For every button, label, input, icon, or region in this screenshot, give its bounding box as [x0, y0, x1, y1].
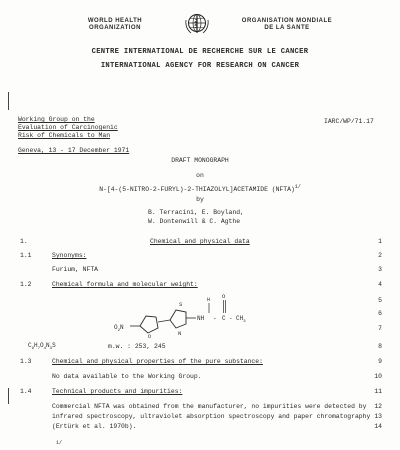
line-number: 5	[378, 297, 382, 304]
line-number: 1	[378, 238, 382, 245]
line-number: 4	[378, 281, 382, 288]
who-emblem-icon	[184, 12, 210, 36]
footnote-mark: 1/	[294, 184, 301, 190]
section-title: Chemical formula and molecular weight:	[52, 281, 198, 288]
section-title: Chemical and physical properties of the pure substance:	[52, 358, 263, 365]
working-group-line: Working Group on the	[18, 116, 95, 123]
formula-s: S	[179, 301, 183, 308]
formula-nitro: $O_2N$	[114, 324, 124, 333]
margin-mark	[8, 92, 9, 110]
authors-line: W. Dontenwill & C. Agthe	[148, 218, 241, 225]
formula-c: C	[222, 315, 226, 322]
section-title: Technical products and impurities:	[52, 388, 183, 395]
line-number: 10	[374, 373, 382, 380]
centre-name-fr: CENTRE INTERNATIONAL DE RECHERCHE SUR LE CANCER	[91, 48, 309, 56]
section-number: 1.2	[20, 281, 32, 288]
centre-name-en: INTERNATIONAL AGENCY FOR RESEARCH ON CANCER	[100, 62, 300, 70]
svg-text:-: -	[213, 315, 217, 322]
formula-carbonyl-o: O	[222, 293, 226, 300]
line-number: 6	[378, 310, 382, 317]
authors-line: B. Terracini, E. Boyland,	[148, 209, 244, 216]
footnote-mark: 1/	[56, 440, 63, 446]
formula-ring-o: O	[148, 334, 152, 340]
formula-n: N	[178, 330, 182, 337]
line-number: 13	[374, 413, 382, 420]
furan-ring	[140, 316, 158, 333]
section-body: No data available to the Working Group.	[52, 373, 202, 380]
org-name-en: WORLD HEALTH ORGANIZATION	[87, 18, 143, 31]
line-number: 8	[378, 343, 382, 350]
section-body: Furium, NFTA	[52, 266, 99, 273]
line-number: 11	[374, 388, 382, 395]
formula-h: H	[207, 297, 211, 303]
formula-ch3: $CH_3$	[236, 315, 246, 324]
molecular-formula: $C_9H_7O_4N_3S$	[28, 342, 56, 352]
by-label: by	[196, 196, 204, 203]
line-number: 12	[374, 403, 382, 410]
section-body: (Ertürk et al. 1970b).	[52, 423, 137, 430]
line-number: 9	[378, 358, 382, 365]
meeting-dates: Geneva, 13 - 17 December 1971	[18, 147, 130, 154]
section-body: Commercial NFTA was obtained from the manufacturer, no impurities were detected by	[52, 403, 367, 410]
formula-nh: NH	[197, 315, 205, 322]
compound-title: N-[4-(5-NITRO-2-FURYL)-2-THIAZOLYL]ACETAMIDE (NFTA)$^{1/}$	[99, 184, 301, 194]
section-title: Synonyms:	[52, 252, 87, 259]
working-group-line: Evaluation of Carcinogenic	[18, 124, 118, 131]
org-name-fr: ORGANISATION MONDIALE DE LA SANTE	[241, 18, 333, 31]
document-reference: IARC/WP/71.17	[324, 118, 374, 125]
line-number: 14	[374, 423, 382, 430]
molecular-weight: m.w. : 253, 245	[108, 343, 166, 350]
section-number: 1.1	[20, 252, 32, 259]
thiazole-ring	[170, 310, 186, 328]
section-title: Chemical and physical data	[150, 238, 250, 245]
svg-text:-: -	[229, 315, 233, 322]
section-number: 1.	[20, 238, 28, 245]
line-number: 7	[378, 325, 382, 332]
section-body: infrared spectroscopy, ultraviolet absorption spectroscopy and paper chromatography	[52, 413, 371, 420]
section-number: 1.4	[20, 388, 32, 395]
line-number: 3	[378, 266, 382, 273]
line-number: 2	[378, 252, 382, 259]
draft-label: DRAFT MONOGRAPH	[171, 157, 229, 164]
on-label: on	[196, 172, 204, 179]
section-number: 1.3	[20, 358, 32, 365]
structural-formula	[110, 290, 270, 340]
working-group-line: Risk of Chemicals to Man	[18, 132, 111, 139]
margin-mark	[8, 388, 9, 404]
